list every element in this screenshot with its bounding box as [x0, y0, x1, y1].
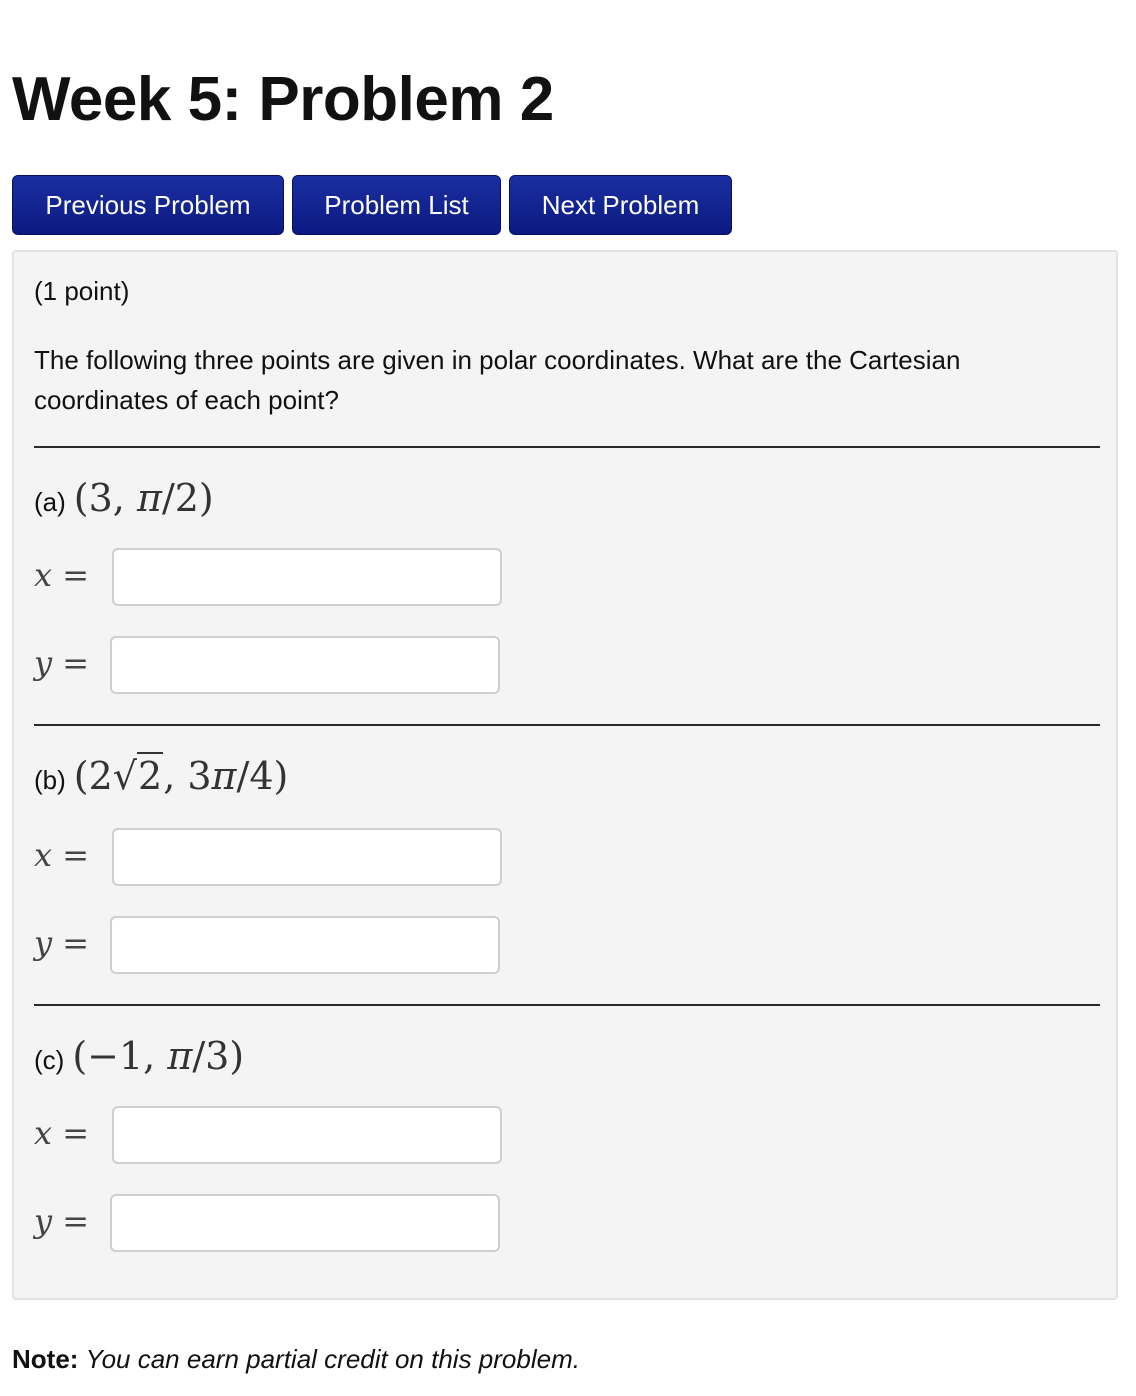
problem-list-button[interactable]: Problem List [292, 175, 501, 235]
part-a-y-label: y = [34, 644, 90, 682]
part-c-x-input[interactable] [112, 1106, 502, 1164]
part-b-y-input[interactable] [110, 916, 500, 974]
part-a-x-label: x = [34, 556, 90, 594]
divider [34, 724, 1100, 726]
page-title: Week 5: Problem 2 [12, 65, 554, 134]
part-a-heading [34, 476, 214, 520]
previous-problem-button[interactable]: Previous Problem [12, 175, 284, 235]
part-c-label: (c) [34, 1045, 65, 1075]
partial-credit-note [12, 1344, 580, 1375]
part-c-y-input[interactable] [110, 1194, 500, 1252]
part-b-math: (2√2, 3π/4) [73, 754, 289, 798]
part-b-heading [34, 754, 288, 798]
part-a-label: (a) [34, 487, 66, 517]
part-b-label: (b) [34, 765, 66, 795]
divider [34, 1004, 1100, 1006]
divider [34, 446, 1100, 448]
part-a-x-input[interactable] [112, 548, 502, 606]
part-a-math: (3, π/2) [73, 476, 214, 520]
part-c-heading [34, 1034, 244, 1078]
part-b-x-label: x = [34, 836, 90, 874]
part-c-math: (−1, π/3) [72, 1034, 245, 1078]
problem-statement: The following three points are given in polar coordinates. What are the Cartesian coordinates of each point? [34, 345, 961, 415]
note-label: Note: [12, 1344, 79, 1374]
problem-panel [12, 250, 1118, 1300]
next-problem-button[interactable]: Next Problem [509, 175, 732, 235]
note-text: You can earn partial credit on this problem. [85, 1344, 580, 1374]
part-c-y-label: y = [34, 1202, 90, 1240]
part-b-y-label: y = [34, 924, 90, 962]
part-a-y-input[interactable] [110, 636, 500, 694]
part-b-x-input[interactable] [112, 828, 502, 886]
part-c-x-label: x = [34, 1114, 90, 1152]
point-value: (1 point) [34, 276, 130, 306]
